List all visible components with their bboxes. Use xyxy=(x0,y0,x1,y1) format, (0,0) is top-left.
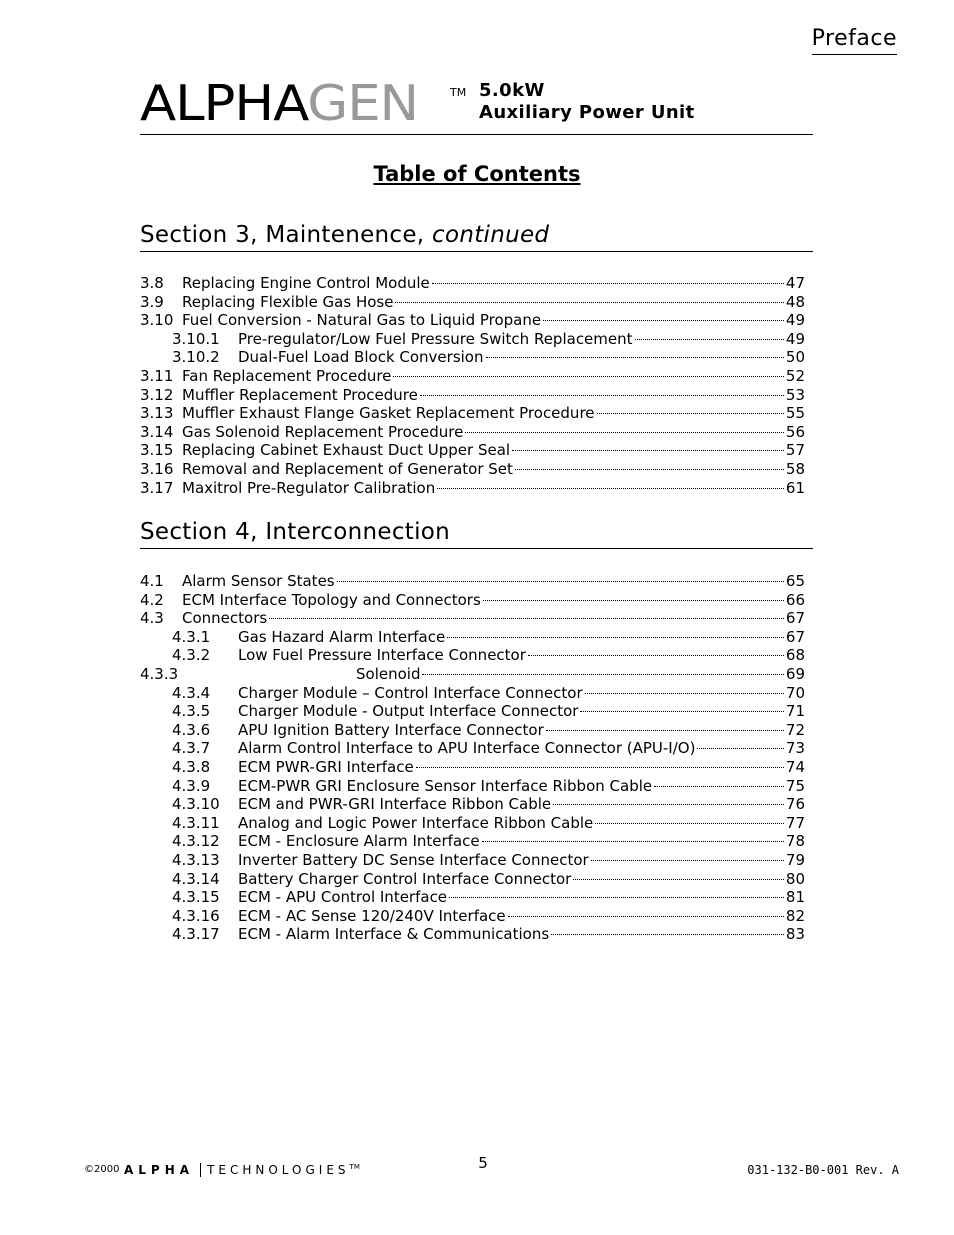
toc-entry[interactable] xyxy=(140,758,805,777)
toc-entry[interactable] xyxy=(140,572,805,591)
toc-entry-number: 4.3.3 xyxy=(140,664,179,683)
toc-entry-leader xyxy=(580,711,783,712)
section-4-entries xyxy=(140,572,805,944)
toc-entry-title: ECM Interface Topology and Connectors xyxy=(182,590,481,609)
toc-entry-leader xyxy=(508,916,784,917)
section-3-heading-continued: continued xyxy=(432,222,550,248)
toc-entry-page: 47 xyxy=(785,274,805,292)
toc-entry-leader xyxy=(416,767,784,768)
section-4-heading: Section 4, Interconnection xyxy=(140,519,813,549)
toc-entry-leader xyxy=(573,879,784,880)
toc-entry-page: 52 xyxy=(785,366,805,385)
toc-entry-leader xyxy=(585,693,784,694)
toc-entry[interactable] xyxy=(140,441,805,460)
toc-entry-number: 4.3.16 xyxy=(172,906,220,925)
toc-entry-page: 67 xyxy=(785,609,805,628)
toc-entry[interactable] xyxy=(140,404,805,423)
toc-entry-title: Charger Module – Control Interface Connector xyxy=(238,683,583,702)
toc-entry-leader xyxy=(553,804,784,805)
toc-entry[interactable] xyxy=(140,646,805,665)
toc-entry-number: 3.8 xyxy=(140,274,164,292)
footer-copyright: ©2000 xyxy=(84,1164,120,1175)
page-number: 5 xyxy=(478,1154,488,1172)
toc-entry-title: Pre-regulator/Low Fuel Pressure Switch Replacement xyxy=(238,329,633,348)
toc-entry-leader xyxy=(697,748,783,749)
toc-entry-page: 76 xyxy=(785,795,805,814)
toc-entry-leader xyxy=(447,637,784,638)
toc-entry-number: 4.3.17 xyxy=(172,925,220,944)
toc-title: Table of Contents xyxy=(373,162,581,186)
toc-entry-title: Removal and Replacement of Generator Set xyxy=(182,459,513,478)
toc-entry-number: 4.3.13 xyxy=(172,850,220,869)
toc-entry-title: Muffler Replacement Procedure xyxy=(182,385,418,404)
toc-entry[interactable] xyxy=(140,591,805,610)
toc-entry-number: 3.16 xyxy=(140,459,174,478)
toc-entry-number: 4.3.10 xyxy=(172,795,220,814)
toc-entry[interactable] xyxy=(140,777,805,796)
toc-entry[interactable] xyxy=(140,702,805,721)
toc-entry-title: Replacing Engine Control Module xyxy=(182,274,430,292)
product-title-line1: 5.0kW xyxy=(479,80,545,101)
toc-entry-number: 3.13 xyxy=(140,404,174,423)
section-3-entries xyxy=(140,274,805,497)
product-title-line2: Auxiliary Power Unit xyxy=(479,102,695,123)
toc-entry-page: 81 xyxy=(785,888,805,907)
toc-entry[interactable] xyxy=(140,888,805,907)
toc-entry-page: 57 xyxy=(785,441,805,460)
toc-entry-title: ECM - AC Sense 120/240V Interface xyxy=(238,906,506,925)
toc-entry[interactable] xyxy=(140,311,805,330)
toc-entry-title: Charger Module - Output Interface Connector xyxy=(238,702,579,721)
toc-entry[interactable] xyxy=(140,386,805,405)
toc-entry-leader xyxy=(515,469,784,470)
toc-entry-page: 82 xyxy=(785,906,805,925)
toc-entry-page: 83 xyxy=(785,925,805,944)
toc-entry-title: Low Fuel Pressure Interface Connector xyxy=(238,646,526,665)
toc-entry-page: 49 xyxy=(785,311,805,330)
toc-entry-number: 3.12 xyxy=(140,385,174,404)
toc-entry-title: Solenoid xyxy=(356,664,421,683)
toc-entry-title: ECM PWR-GRI Interface xyxy=(238,757,414,776)
toc-entry-number: 4.3.2 xyxy=(172,646,211,665)
toc-entry-page: 66 xyxy=(785,590,805,609)
toc-entry-number: 4.3.1 xyxy=(172,627,211,646)
toc-entry-leader xyxy=(486,357,784,358)
toc-entry-title: Analog and Logic Power Interface Ribbon Cable xyxy=(238,813,594,832)
toc-entry-number: 4.3.4 xyxy=(172,683,211,702)
toc-entry-title: Alarm Control Interface to APU Interface Connector (APU-I/O) xyxy=(238,739,696,758)
toc-entry-page: 77 xyxy=(785,813,805,832)
toc-entry-leader xyxy=(393,376,783,377)
toc-entry-leader xyxy=(597,413,784,414)
toc-entry-title: Maxitrol Pre-Regulator Calibration xyxy=(182,478,436,497)
toc-entry-leader xyxy=(395,302,783,303)
toc-entry-title: ECM - Alarm Interface & Communications xyxy=(238,925,550,944)
toc-entry-leader xyxy=(512,450,784,451)
toc-entry-title: Muffler Exhaust Flange Gasket Replacement Procedure xyxy=(182,404,595,423)
toc-entry-title: ECM and PWR-GRI Interface Ribbon Cable xyxy=(238,795,552,814)
toc-entry[interactable] xyxy=(140,479,805,498)
toc-entry[interactable] xyxy=(140,870,805,889)
toc-entry[interactable] xyxy=(140,814,805,833)
toc-entry-page: 75 xyxy=(785,776,805,795)
footer-brand-tech: TECHNOLOGIES xyxy=(207,1163,350,1177)
preface-label: Preface xyxy=(812,26,897,55)
toc-entry-leader xyxy=(591,860,784,861)
toc-entry-title: Connectors xyxy=(182,609,268,628)
toc-entry-page: 53 xyxy=(785,385,805,404)
document-number: 031-132-B0-001 Rev. A xyxy=(747,1163,899,1177)
toc-entry[interactable] xyxy=(140,348,805,367)
toc-entry-number: 3.9 xyxy=(140,292,164,311)
toc-entry-page: 69 xyxy=(785,664,805,683)
toc-entry[interactable] xyxy=(140,274,805,293)
toc-entry-leader xyxy=(432,283,784,284)
toc-entry-number: 4.3.7 xyxy=(172,739,211,758)
toc-entry[interactable] xyxy=(140,739,805,758)
toc-entry[interactable] xyxy=(140,907,805,926)
toc-entry-page: 70 xyxy=(785,683,805,702)
toc-entry[interactable] xyxy=(140,423,805,442)
toc-entry-number: 3.14 xyxy=(140,422,174,441)
toc-entry-leader xyxy=(528,655,784,656)
toc-entry[interactable] xyxy=(140,665,805,684)
alphagen-logo xyxy=(140,75,419,132)
toc-entry-page: 67 xyxy=(785,627,805,646)
toc-entry-leader xyxy=(437,488,784,489)
logo-trademark: TM xyxy=(450,86,467,99)
toc-entry-page: 72 xyxy=(785,720,805,739)
toc-entry[interactable] xyxy=(140,628,805,647)
toc-entry-page: 50 xyxy=(785,348,805,367)
toc-entry-page: 80 xyxy=(785,869,805,888)
toc-entry-leader xyxy=(543,320,784,321)
toc-entry-title: Fan Replacement Procedure xyxy=(182,366,392,385)
toc-entry[interactable] xyxy=(140,293,805,312)
toc-entry-number: 4.3.9 xyxy=(172,776,211,795)
toc-entry-title: Gas Solenoid Replacement Procedure xyxy=(182,422,464,441)
toc-entry-number: 3.10.2 xyxy=(172,348,220,367)
toc-entry-title: Replacing Flexible Gas Hose xyxy=(182,292,394,311)
toc-entry-page: 74 xyxy=(785,757,805,776)
toc-entry-page: 56 xyxy=(785,422,805,441)
toc-entry-title: Inverter Battery DC Sense Interface Connector xyxy=(238,850,589,869)
toc-entry-number: 4.3.15 xyxy=(172,888,220,907)
toc-entry-leader xyxy=(654,786,784,787)
toc-entry-page: 49 xyxy=(785,329,805,348)
toc-entry-title: Battery Charger Control Interface Connector xyxy=(238,869,572,888)
toc-entry[interactable] xyxy=(140,684,805,703)
section-3-heading xyxy=(140,222,813,252)
toc-entry-page: 68 xyxy=(785,646,805,665)
toc-entry[interactable] xyxy=(140,460,805,479)
toc-entry-number: 4.3.5 xyxy=(172,702,211,721)
toc-entry-leader xyxy=(449,897,784,898)
toc-entry-title: ECM-PWR GRI Enclosure Sensor Interface Ribbon Cable xyxy=(238,776,653,795)
toc-entry-number: 4.3.11 xyxy=(172,813,220,832)
toc-entry-number: 3.10.1 xyxy=(172,329,220,348)
toc-entry-title: Alarm Sensor States xyxy=(182,572,335,590)
toc-entry-leader xyxy=(337,581,784,582)
footer-brand-alpha: ALPHA xyxy=(124,1163,201,1177)
toc-entry-title: ECM - Enclosure Alarm Interface xyxy=(238,832,480,851)
toc-entry-leader xyxy=(422,674,783,675)
toc-entry-page: 61 xyxy=(785,478,805,497)
toc-entry-number: 3.15 xyxy=(140,441,174,460)
toc-entry[interactable] xyxy=(140,367,805,386)
toc-entry-page: 79 xyxy=(785,850,805,869)
product-title xyxy=(479,80,695,124)
logo-gen-text: GEN xyxy=(307,75,419,132)
toc-entry-title: ECM - APU Control Interface xyxy=(238,888,448,907)
toc-entry-number: 4.2 xyxy=(140,590,164,609)
toc-entry-page: 58 xyxy=(785,459,805,478)
toc-entry-number: 4.3.14 xyxy=(172,869,220,888)
toc-entry[interactable] xyxy=(140,721,805,740)
toc-entry-leader xyxy=(546,730,784,731)
toc-entry[interactable] xyxy=(140,851,805,870)
toc-entry[interactable] xyxy=(140,330,805,349)
toc-entry-leader xyxy=(635,339,784,340)
toc-entry-number: 3.10 xyxy=(140,311,174,330)
toc-entry-page: 55 xyxy=(785,404,805,423)
toc-entry-leader xyxy=(482,841,784,842)
toc-entry-leader xyxy=(551,934,784,935)
toc-entry-leader xyxy=(420,395,784,396)
section-3-heading-text: Section 3, Maintenence, xyxy=(140,222,433,248)
toc-entry-title: Gas Hazard Alarm Interface xyxy=(238,627,446,646)
toc-entry-number: 4.3 xyxy=(140,609,164,628)
toc-entry-page: 73 xyxy=(785,739,805,758)
document-header xyxy=(140,75,813,135)
toc-entry-title: Fuel Conversion - Natural Gas to Liquid Propane xyxy=(182,311,542,330)
toc-entry[interactable] xyxy=(140,609,805,628)
toc-entry-page: 48 xyxy=(785,292,805,311)
toc-entry-leader xyxy=(483,600,784,601)
toc-entry-leader xyxy=(595,823,784,824)
toc-entry[interactable] xyxy=(140,925,805,944)
toc-entry-title: Replacing Cabinet Exhaust Duct Upper Seal xyxy=(182,441,511,460)
toc-entry-number: 3.11 xyxy=(140,366,174,385)
toc-entry[interactable] xyxy=(140,832,805,851)
toc-entry[interactable] xyxy=(140,795,805,814)
toc-entry-leader xyxy=(269,618,784,619)
toc-entry-page: 65 xyxy=(785,572,805,590)
toc-entry-page: 71 xyxy=(785,702,805,721)
logo-alpha-text: ALPHA xyxy=(140,75,308,132)
toc-entry-leader xyxy=(465,432,784,433)
toc-entry-number: 4.3.8 xyxy=(172,757,211,776)
toc-entry-number: 4.1 xyxy=(140,572,164,590)
footer-brand-tm: TM xyxy=(349,1163,360,1171)
toc-entry-title: APU Ignition Battery Interface Connector xyxy=(238,720,544,739)
toc-entry-number: 4.3.12 xyxy=(172,832,220,851)
toc-entry-number: 4.3.6 xyxy=(172,720,211,739)
toc-entry-title: Dual-Fuel Load Block Conversion xyxy=(238,348,484,367)
toc-entry-number: 3.17 xyxy=(140,478,174,497)
toc-entry-page: 78 xyxy=(785,832,805,851)
